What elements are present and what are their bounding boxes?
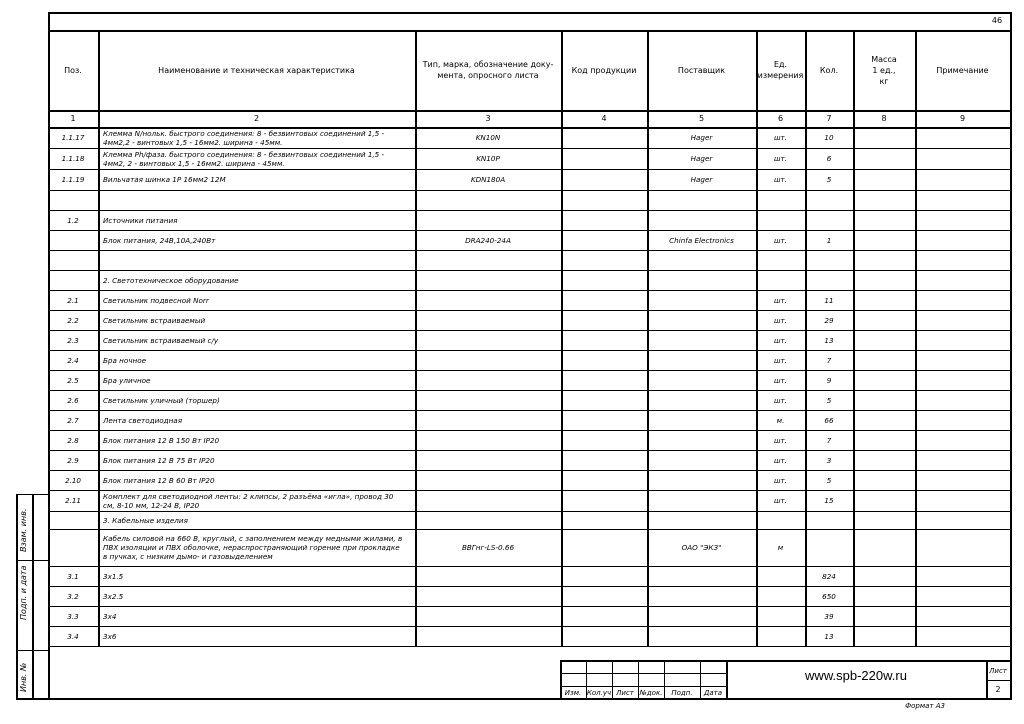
- row-code: [561, 450, 647, 470]
- row-unit: [756, 270, 805, 290]
- row-type: [415, 430, 561, 450]
- row-unit: [756, 566, 805, 586]
- header-pos: Поз.: [64, 65, 82, 75]
- row-mass: [853, 190, 915, 210]
- row-unit: [756, 210, 805, 230]
- row-pos: [48, 270, 98, 290]
- row-pos: 2.6: [67, 395, 79, 405]
- row-type: [415, 290, 561, 310]
- sheet-label: Лист: [989, 666, 1007, 675]
- row-name: 3х1.5: [103, 571, 124, 581]
- row-unit: [756, 586, 805, 606]
- row-type: [415, 511, 561, 529]
- row-mass: [853, 370, 915, 390]
- format-label: Формат А3: [905, 702, 945, 710]
- header-qty: Кол.: [819, 65, 839, 75]
- row-code: [561, 127, 647, 148]
- row-qty: [805, 270, 853, 290]
- row-pos: 1.1.18: [61, 154, 85, 163]
- row-mass: [853, 310, 915, 330]
- page-number: 46: [991, 16, 1003, 25]
- row-unit: шт.: [773, 435, 788, 445]
- row-mass: [853, 330, 915, 350]
- row-note: [915, 586, 1010, 606]
- row-note: [915, 430, 1010, 450]
- row-qty: 7: [826, 355, 832, 365]
- row-qty: [805, 210, 853, 230]
- sheet-number: 2: [995, 684, 1001, 694]
- column-number: 2: [253, 113, 260, 123]
- row-unit: шт.: [773, 335, 788, 345]
- row-code: [561, 410, 647, 430]
- row-mass: [853, 169, 915, 190]
- row-unit: шт.: [773, 154, 788, 163]
- row-supplier: ОАО "ЭКЗ": [681, 543, 722, 552]
- row-code: [561, 370, 647, 390]
- row-name: Кабель силовой на 660 В, круглый, с заполнением между медными жилами, в ПВХ изоляции и ПВХ оболочке, нераспространяющий горение при прокладке в пучках, с низким дымо- и газовыделением: [103, 534, 403, 561]
- row-type: [415, 250, 561, 270]
- row-name: 3х4: [103, 611, 117, 621]
- row-qty: 29: [824, 315, 834, 325]
- row-pos: 2.10: [64, 475, 81, 485]
- row-qty: 5: [826, 475, 832, 485]
- row-type: [415, 606, 561, 626]
- row-name: Блок питания, 24В,10А,240Вт: [103, 235, 216, 245]
- row-supplier: Chinfa Electronics: [669, 235, 734, 245]
- row-type: [415, 626, 561, 646]
- row-unit: шт.: [773, 355, 788, 365]
- row-supplier: [647, 586, 756, 606]
- row-code: [561, 330, 647, 350]
- row-name: Бра ночное: [103, 355, 147, 365]
- column-number: 1: [70, 113, 76, 123]
- row-mass: [853, 586, 915, 606]
- row-unit: [756, 511, 805, 529]
- row-type: [415, 210, 561, 230]
- column-number: 9: [959, 113, 966, 123]
- row-unit: шт.: [773, 235, 788, 245]
- row-name: Светильник встраиваемый с/у: [103, 335, 219, 345]
- row-pos: 2.8: [67, 435, 79, 445]
- row-mass: [853, 450, 915, 470]
- row-type: [415, 470, 561, 490]
- column-number: 6: [777, 113, 784, 123]
- row-note: [915, 190, 1010, 210]
- row-note: [915, 529, 1010, 566]
- row-code: [561, 606, 647, 626]
- row-pos: 3.1: [67, 571, 79, 581]
- header-supplier: Поставщик: [677, 65, 726, 75]
- row-unit: шт.: [773, 295, 788, 305]
- row-pos: 3.2: [67, 591, 79, 601]
- row-name: 3х6: [103, 631, 117, 641]
- row-note: [915, 370, 1010, 390]
- row-type: [415, 270, 561, 290]
- row-note: [915, 210, 1010, 230]
- row-unit: шт.: [773, 315, 788, 325]
- row-note: [915, 270, 1010, 290]
- row-pos: 2.1: [67, 295, 79, 305]
- title-block-label: Лист: [616, 688, 634, 697]
- row-mass: [853, 230, 915, 250]
- row-type: [415, 370, 561, 390]
- row-unit: шт.: [773, 395, 788, 405]
- row-name: Светильник встраиваемый: [103, 315, 206, 325]
- row-qty: 9: [826, 375, 832, 385]
- title-block-label: №док.: [639, 688, 663, 697]
- row-type: [415, 490, 561, 511]
- column-number: 4: [601, 113, 607, 123]
- row-pos: [48, 511, 98, 529]
- row-pos: 2.7: [67, 415, 79, 425]
- title-url[interactable]: www.spb-220w.ru: [805, 668, 907, 683]
- row-mass: [853, 350, 915, 370]
- row-qty: 66: [824, 415, 834, 425]
- row-supplier: [647, 250, 756, 270]
- row-code: [561, 511, 647, 529]
- row-note: [915, 390, 1010, 410]
- row-unit: шт.: [773, 133, 788, 142]
- row-pos: 3.4: [67, 631, 79, 641]
- row-code: [561, 230, 647, 250]
- row-mass: [853, 430, 915, 450]
- row-pos: 2.4: [67, 355, 79, 365]
- row-pos: 1.1.19: [61, 175, 85, 184]
- row-name: Бра уличное: [103, 375, 151, 385]
- row-pos: 2.3: [67, 335, 79, 345]
- row-code: [561, 148, 647, 169]
- row-name: Клемма Ph/фаза. быстрого соединения: 8 - безвинтовых соединений 1,5 - 4мм2, 2 - винтовых 1,5 - 16мм2. ширина - 45мм.: [103, 149, 385, 168]
- row-mass: [853, 127, 915, 148]
- row-supplier: [647, 511, 756, 529]
- row-note: [915, 606, 1010, 626]
- row-qty: [805, 529, 853, 566]
- row-mass: [853, 606, 915, 626]
- row-name: Лента светодиодная: [103, 415, 183, 425]
- row-supplier: [647, 370, 756, 390]
- column-number: 5: [698, 113, 705, 123]
- row-supplier: [647, 350, 756, 370]
- row-mass: [853, 626, 915, 646]
- header-type: Тип, марка, обозначение доку- мента, опросного листа: [422, 60, 554, 80]
- row-code: [561, 566, 647, 586]
- row-note: [915, 230, 1010, 250]
- row-supplier: [647, 330, 756, 350]
- row-code: [561, 626, 647, 646]
- row-supplier: Hager: [690, 175, 713, 184]
- row-type: KDN180A: [470, 175, 506, 184]
- row-qty: 15: [824, 496, 834, 505]
- row-pos: [48, 529, 98, 566]
- title-block-label: Изм.: [564, 688, 582, 697]
- row-pos: [48, 230, 98, 250]
- row-note: [915, 127, 1010, 148]
- row-qty: 3: [826, 455, 832, 465]
- row-qty: 5: [826, 175, 832, 184]
- row-pos: 1.2: [67, 215, 79, 225]
- row-qty: 5: [826, 395, 832, 405]
- row-qty: 13: [824, 631, 834, 641]
- row-supplier: [647, 606, 756, 626]
- side-label-sign-date: Подп. и дата: [19, 565, 28, 620]
- row-supplier: [647, 470, 756, 490]
- header-code: Код продукции: [571, 65, 637, 75]
- row-name: Блок питания 12 В 75 Вт IP20: [103, 455, 215, 465]
- row-name: 3. Кабельные изделия: [103, 515, 188, 525]
- row-qty: 13: [824, 335, 834, 345]
- row-code: [561, 529, 647, 566]
- row-code: [561, 190, 647, 210]
- side-label-replace-inv: Взам. инв.: [19, 508, 28, 552]
- column-number: 3: [485, 113, 491, 123]
- row-name: Источники питания: [103, 215, 178, 225]
- row-type: [415, 330, 561, 350]
- row-qty: [805, 190, 853, 210]
- row-mass: [853, 511, 915, 529]
- row-code: [561, 490, 647, 511]
- row-type: KN10N: [475, 133, 501, 142]
- row-name: 3х2.5: [103, 591, 124, 601]
- row-name: Светильник уличный (торшер): [103, 395, 220, 405]
- row-type: ВВГнг-LS-0.66: [461, 543, 515, 552]
- row-note: [915, 250, 1010, 270]
- row-name: [98, 190, 415, 210]
- row-pos: [48, 190, 98, 210]
- row-mass: [853, 270, 915, 290]
- row-note: [915, 350, 1010, 370]
- row-note: [915, 450, 1010, 470]
- row-type: [415, 310, 561, 330]
- row-qty: 11: [824, 295, 834, 305]
- row-pos: 2.11: [64, 496, 81, 505]
- row-supplier: [647, 566, 756, 586]
- row-qty: [805, 511, 853, 529]
- row-supplier: Hager: [690, 133, 713, 142]
- row-code: [561, 250, 647, 270]
- row-note: [915, 490, 1010, 511]
- row-code: [561, 350, 647, 370]
- row-qty: 39: [824, 611, 834, 621]
- row-note: [915, 566, 1010, 586]
- row-type: [415, 450, 561, 470]
- row-pos: 2.5: [67, 375, 79, 385]
- title-block-label: Кол.уч: [586, 688, 612, 697]
- column-number: 8: [881, 113, 887, 123]
- row-mass: [853, 290, 915, 310]
- side-label-inv-number: Инв. №: [19, 662, 28, 692]
- row-qty: 6: [826, 154, 832, 163]
- row-note: [915, 169, 1010, 190]
- row-type: [415, 586, 561, 606]
- row-type: DRA240-24A: [465, 235, 511, 245]
- row-code: [561, 586, 647, 606]
- row-mass: [853, 410, 915, 430]
- row-qty: 1: [826, 235, 832, 245]
- row-pos: 2.2: [67, 315, 79, 325]
- header-name: Наименование и техническая характеристика: [158, 65, 355, 75]
- row-note: [915, 626, 1010, 646]
- row-unit: шт.: [773, 375, 788, 385]
- row-unit: шт.: [773, 455, 788, 465]
- header-note: Примечание: [936, 65, 989, 75]
- row-qty: 824: [822, 571, 836, 581]
- row-name: Блок питания 12 В 60 Вт IP20: [103, 475, 215, 485]
- row-name: Вильчатая шинка 1P 16мм2 12М: [103, 175, 226, 184]
- row-supplier: [647, 310, 756, 330]
- row-unit: шт.: [773, 175, 788, 184]
- row-code: [561, 169, 647, 190]
- row-note: [915, 310, 1010, 330]
- row-note: [915, 330, 1010, 350]
- row-unit: [756, 606, 805, 626]
- row-qty: 10: [824, 133, 834, 142]
- row-code: [561, 290, 647, 310]
- row-name: 2. Светотехническое оборудование: [103, 275, 239, 285]
- row-supplier: [647, 210, 756, 230]
- row-unit: шт.: [773, 496, 788, 505]
- row-mass: [853, 148, 915, 169]
- row-qty: [805, 250, 853, 270]
- header-mass: Масса 1 ед., кг: [871, 54, 897, 86]
- row-code: [561, 390, 647, 410]
- row-code: [561, 270, 647, 290]
- row-note: [915, 290, 1010, 310]
- row-mass: [853, 490, 915, 511]
- row-name: Блок питания 12 В 150 Вт IP20: [103, 435, 220, 445]
- row-unit: м: [777, 543, 784, 552]
- row-supplier: [647, 410, 756, 430]
- row-name: Клемма N/нольк. быстрого соединения: 8 - безвинтовых соединений 1,5 - 4мм2,2 - винтовых 1,5 - 16мм2. ширина - 45мм.: [103, 128, 385, 147]
- row-mass: [853, 529, 915, 566]
- row-code: [561, 210, 647, 230]
- row-supplier: [647, 626, 756, 646]
- row-supplier: Hager: [690, 154, 713, 163]
- row-name: Светильник подвесной Norr: [103, 295, 209, 305]
- row-note: [915, 148, 1010, 169]
- row-unit: шт.: [773, 475, 788, 485]
- row-supplier: [647, 270, 756, 290]
- row-unit: [756, 626, 805, 646]
- row-note: [915, 410, 1010, 430]
- row-unit: [756, 250, 805, 270]
- row-code: [561, 310, 647, 330]
- row-qty: 650: [822, 591, 836, 601]
- row-mass: [853, 250, 915, 270]
- row-mass: [853, 390, 915, 410]
- row-type: [415, 566, 561, 586]
- row-unit: м.: [776, 415, 785, 425]
- row-supplier: [647, 430, 756, 450]
- row-unit: [756, 190, 805, 210]
- row-type: [415, 410, 561, 430]
- header-unit: Ед. измерения: [757, 60, 804, 80]
- row-supplier: [647, 490, 756, 511]
- row-mass: [853, 566, 915, 586]
- title-block-label: Дата: [703, 688, 723, 697]
- row-code: [561, 470, 647, 490]
- row-qty: 7: [826, 435, 832, 445]
- column-number: 7: [826, 113, 832, 123]
- row-mass: [853, 210, 915, 230]
- row-note: [915, 470, 1010, 490]
- row-name: [98, 250, 415, 270]
- row-type: [415, 190, 561, 210]
- row-mass: [853, 470, 915, 490]
- row-pos: 2.9: [67, 455, 79, 465]
- row-type: KN10P: [476, 154, 500, 163]
- row-supplier: [647, 450, 756, 470]
- row-code: [561, 430, 647, 450]
- row-pos: [48, 250, 98, 270]
- row-name: Комплект для светодиодной ленты: 2 клипсы, 2 разъёма «игла», провод 30 см, 8-10 мм, 12-24 В, IP20: [103, 491, 394, 510]
- row-pos: 1.1.17: [61, 133, 85, 142]
- row-pos: 3.3: [67, 611, 79, 621]
- row-type: [415, 390, 561, 410]
- row-supplier: [647, 290, 756, 310]
- title-block-label: Подп.: [671, 688, 693, 697]
- row-type: [415, 350, 561, 370]
- row-note: [915, 511, 1010, 529]
- row-supplier: [647, 390, 756, 410]
- row-supplier: [647, 190, 756, 210]
